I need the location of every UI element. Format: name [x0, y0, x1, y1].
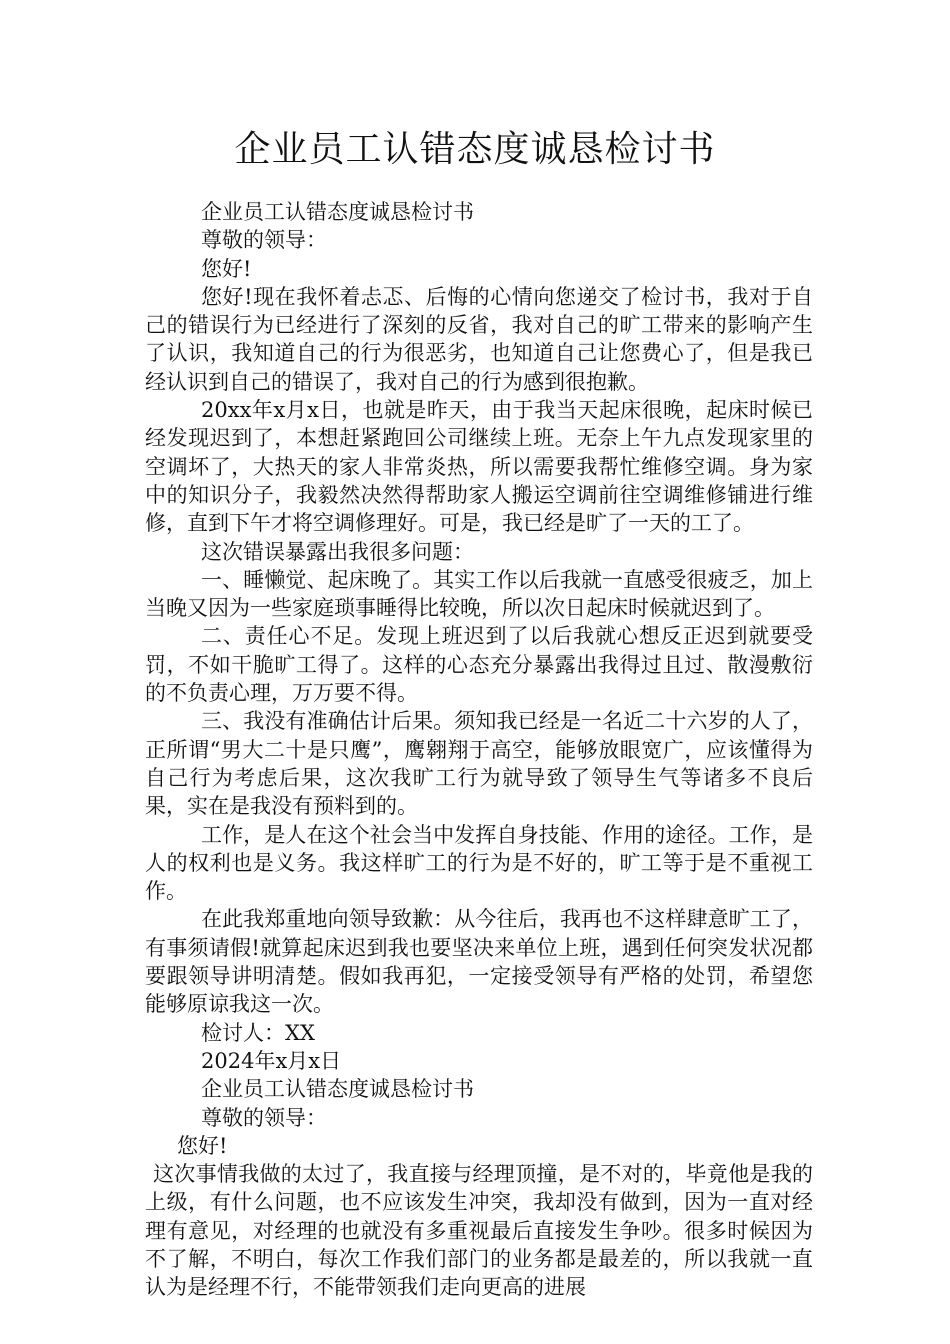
document-body — [145, 198, 813, 1302]
letter1-paragraph: 二、责任心不足。发现上班迟到了以后我就心想反正迟到就要受罚，不如干脆旷工得了。这样的心态充分暴露出我得过且过、散漫敷衍的不负责心理，万万要不得。 — [145, 624, 813, 706]
letter1-paragraph: 工作，是人在这个社会当中发挥自身技能、作用的途径。工作，是人的权利也是义务。我这样旷工的行为是不好的，旷工等于是不重视工作。 — [145, 822, 813, 904]
letter1-greeting: 您好! — [201, 256, 252, 281]
letter2-salutation: 尊敬的领导： — [201, 1105, 327, 1130]
letter1-paragraph: 在此我郑重地向领导致歉：从今往后，我再也不这样肆意旷工了，有事须请假!就算起床迟到我也要坚决来单位上班，遇到任何突发状况都要跟领导讲明清楚。假如我再犯，一定接受领导有严格的处罚，希望您能够原谅我这一次。 — [145, 907, 813, 1017]
letter2-heading: 企业员工认错态度诚恳检讨书 — [201, 1077, 474, 1102]
letter1-paragraph: 20xx年x月x日，也就是昨天，由于我当天起床很晚，起床时候已经发现迟到了，本想赶紧跑回公司继续上班。无奈上午九点发现家里的空调坏了，大热天的家人非常炎热，所以需要我帮忙维修空调。身为家中的知识分子，我毅然决然得帮助家人搬运空调前往空调维修铺进行维修，直到下午才将空调修理好。可是，我已经是旷了一天的工了。 — [145, 398, 813, 536]
letter1-paragraph: 这次错误暴露出我很多问题： — [201, 539, 474, 564]
letter2-paragraph: 这次事情我做的太过了，我直接与经理顶撞，是不对的，毕竟他是我的上级，有什么问题，也不应该发生冲突，我却没有做到，因为一直对经理有意见，对经理的也就没有多重视最后直接发生争吵。很多时候因为不了解，不明白，每次工作我们部门的业务都是最差的，所以我就一直认为是经理不行，不能带领我们走向更高的进展 — [145, 1162, 813, 1300]
letter1-salutation: 尊敬的领导： — [201, 228, 327, 253]
letter1-date: 2024年x月x日 — [201, 1048, 342, 1073]
letter1-heading: 企业员工认错态度诚恳检讨书 — [201, 200, 474, 224]
letter1-paragraph: 一、睡懒觉、起床晚了。其实工作以后我就一直感受很疲乏，加上当晚又因为一些家庭琐事睡得比较晚，所以次日起床时候就迟到了。 — [145, 567, 813, 621]
document-title: 企业员工认错态度诚恳检讨书 — [234, 129, 716, 170]
letter1-paragraph: 三、我没有准确估计后果。须知我已经是一名近二十六岁的人了，正所谓“男大二十是只鹰”，鹰翱翔于高空，能够放眼宽广，应该懂得为自己行为考虑后果，这次我旷工行为就导致了领导生气等诸多不良后果，实在是我没有预料到的。 — [145, 709, 813, 819]
letter2-greeting: 您好! — [177, 1133, 228, 1158]
letter1-paragraph: 您好!现在我怀着忐忑、后悔的心情向您递交了检讨书，我对于自己的错误行为已经进行了深刻的反省，我对自己的旷工带来的影响产生了认识，我知道自己的行为很恶劣，也知道自己让您费心了，但是我已经认识到自己的错误了，我对自己的行为感到很抱歉。 — [145, 284, 813, 394]
letter1-signer: 检讨人：XX — [201, 1020, 315, 1045]
